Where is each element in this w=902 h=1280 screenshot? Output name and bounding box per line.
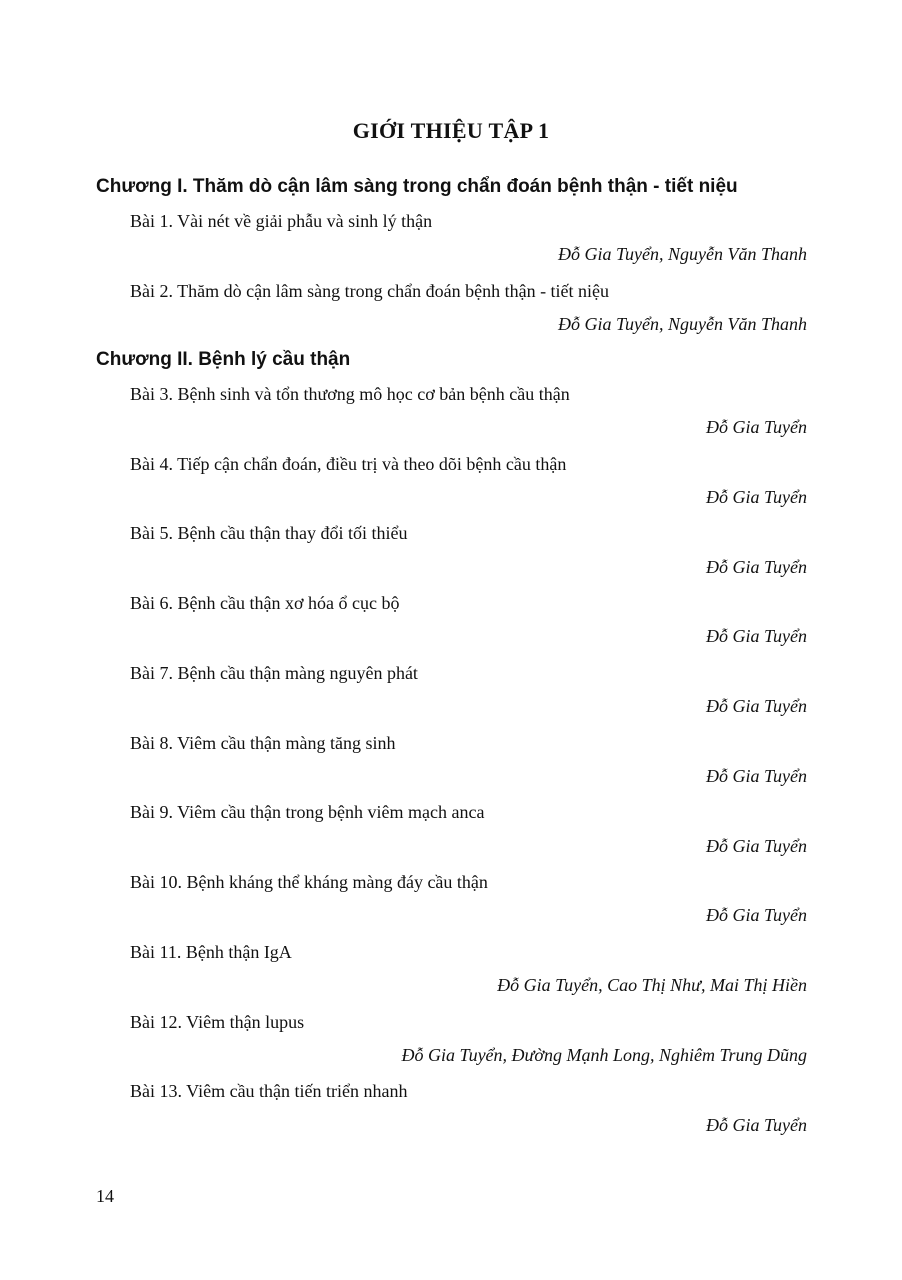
lesson-1-author: Đỗ Gia Tuyển, Nguyễn Văn Thanh bbox=[558, 244, 807, 264]
chapter-2-heading: Chương II. Bệnh lý cầu thận bbox=[96, 349, 351, 370]
lesson-2-title: Bài 2. Thăm dò cận lâm sàng trong chẩn đoán bệnh thận - tiết niệu bbox=[130, 281, 610, 301]
lesson-11-author: Đỗ Gia Tuyển, Cao Thị Như, Mai Thị Hiền bbox=[497, 975, 807, 995]
lesson-4-title: Bài 4. Tiếp cận chẩn đoán, điều trị và theo dõi bệnh cầu thận bbox=[130, 454, 567, 474]
lesson-5-author: Đỗ Gia Tuyển bbox=[706, 557, 807, 577]
lesson-9-title: Bài 9. Viêm cầu thận trong bệnh viêm mạch anca bbox=[130, 802, 485, 822]
lesson-11-title: Bài 11. Bệnh thận IgA bbox=[130, 942, 292, 962]
lesson-6-title: Bài 6. Bệnh cầu thận xơ hóa ổ cục bộ bbox=[130, 593, 400, 613]
page-number: 14 bbox=[96, 1186, 114, 1206]
lesson-7-author: Đỗ Gia Tuyển bbox=[706, 696, 807, 716]
chapter-1-heading: Chương I. Thăm dò cận lâm sàng trong chẩn đoán bệnh thận - tiết niệu bbox=[96, 176, 738, 197]
lesson-8-title: Bài 8. Viêm cầu thận màng tăng sinh bbox=[130, 733, 396, 753]
lesson-13-author: Đỗ Gia Tuyển bbox=[706, 1115, 807, 1135]
lesson-4-author: Đỗ Gia Tuyển bbox=[706, 487, 807, 507]
lesson-9-author: Đỗ Gia Tuyển bbox=[706, 836, 807, 856]
lesson-10-author: Đỗ Gia Tuyển bbox=[706, 905, 807, 925]
lesson-6-author: Đỗ Gia Tuyển bbox=[706, 626, 807, 646]
lesson-8-author: Đỗ Gia Tuyển bbox=[706, 766, 807, 786]
lesson-12-title: Bài 12. Viêm thận lupus bbox=[130, 1012, 305, 1032]
lesson-2-author: Đỗ Gia Tuyển, Nguyễn Văn Thanh bbox=[558, 314, 807, 334]
lesson-1-title: Bài 1. Vài nét về giải phẫu và sinh lý thận bbox=[130, 211, 433, 231]
lesson-7-title: Bài 7. Bệnh cầu thận màng nguyên phát bbox=[130, 663, 418, 683]
lesson-10-title: Bài 10. Bệnh kháng thể kháng màng đáy cầu thận bbox=[130, 872, 488, 892]
lesson-3-author: Đỗ Gia Tuyển bbox=[706, 417, 807, 437]
lesson-12-author: Đỗ Gia Tuyển, Đường Mạnh Long, Nghiêm Trung Dũng bbox=[401, 1045, 807, 1065]
lesson-3-title: Bài 3. Bệnh sinh và tổn thương mô học cơ bản bệnh cầu thận bbox=[130, 384, 570, 404]
lesson-5-title: Bài 5. Bệnh cầu thận thay đổi tối thiểu bbox=[130, 523, 408, 543]
page-title: GIỚI THIỆU TẬP 1 bbox=[352, 118, 550, 143]
lesson-13-title: Bài 13. Viêm cầu thận tiến triển nhanh bbox=[130, 1081, 408, 1101]
